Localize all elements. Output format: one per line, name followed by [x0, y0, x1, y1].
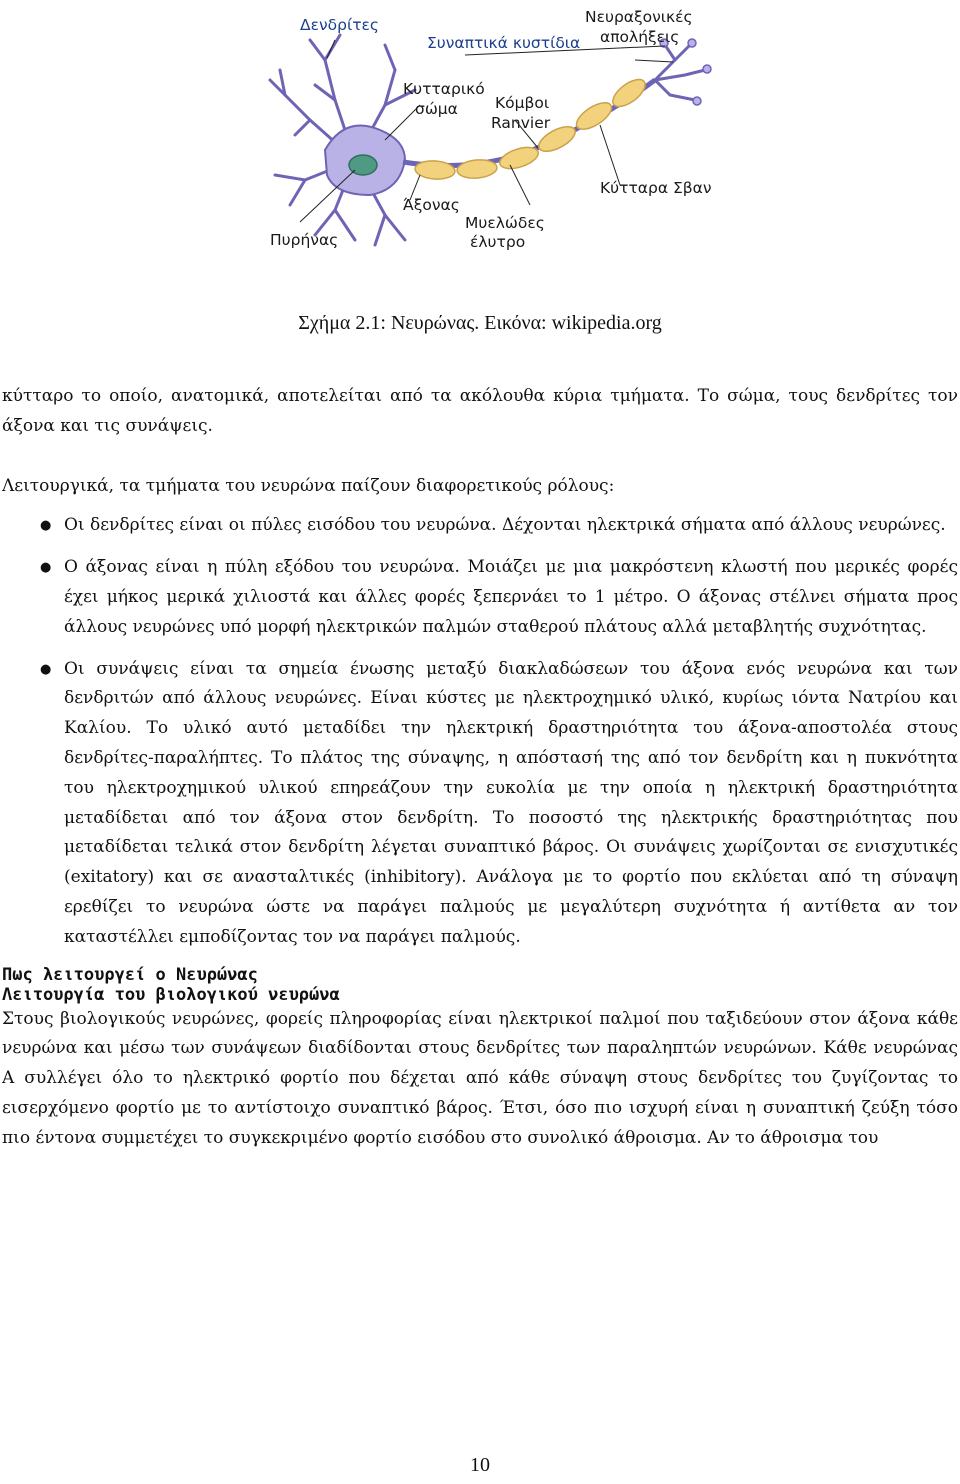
label-synaptic-vesicles: Συναπτικά κυστίδια — [427, 34, 581, 52]
bullet-icon: ● — [40, 560, 52, 576]
label-nucleus: Πυρήνας — [270, 231, 339, 249]
label-nodes-2: Ranvier — [491, 114, 551, 132]
section-heading: Πως λειτουργεί ο Νευρώνας — [2, 964, 258, 985]
page-number: 10 — [470, 1454, 490, 1476]
label-cell-body-2: σώμα — [415, 100, 458, 118]
list-item — [2, 511, 958, 541]
roles-paragraph: Λειτουργικά, τα τμήματα του νευρώνα παίζουν διαφορετικούς ρόλους: — [2, 475, 615, 496]
list-item-text: Οι συνάψεις είναι τα σημεία ένωσης μεταξύ διακλαδώσεων του άξονα ενός νευρώνα και των δενδριτών από άλλους νευρώνες. Είναι κύστες με ηλεκτροχημικό υλικό, κυρίως ιόντα Νατρίου και Καλίου. Το υλικό αυτό μεταδίδει την ηλεκτρική δραστηριότητα του άξονα-αποστολέα στους δενδρίτες-παραλήπτες. Το πλάτος της σύναψης, η απόστασή της από τον δενδρίτη και η πυκνότητα του ηλεκτροχημικού υλικού επηρεάζουν την ευκολία με την οποία η ηλεκτρική δραστηριότητα μεταδίδεται από τον άξονα στον δενδρίτη. Το ποσοστό της ηλεκτρικής δραστηριότητας που μεταδίδεται τελικά στον δενδρίτη λέγεται συναπτικό βάρος. Οι συνάψεις χωρίζονται σε ενισχυτικές (exitatory) και σε ανασταλτικές (inhibitory). Ανάλογα με το φορτίο που εκλύεται από τη σύναψη ερεθίζει το νευρώνα ώστε να παράγει παλμούς με μεγαλύτερη συχνότητα ή αντίθετα αν τον καταστέλλει εμποδίζοντας τον να παράγει παλμούς. — [64, 658, 958, 947]
label-axon: Άξονας — [403, 196, 460, 214]
label-axon-terminals-2: απολήξεις — [600, 28, 680, 46]
label-cell-body-1: Κυτταρικό — [403, 80, 485, 98]
subsection-heading: Λειτουργία του βιολογικού νευρώνα — [2, 984, 340, 1005]
body-paragraph: Στους βιολογικούς νευρώνες, φορείς πληροφορίας είναι ηλεκτρικοί παλμοί που ταξιδεύουν στον άξονα κάθε νευρώνα και μέσω των συνάψεων διαδίδονται στους δενδρίτες των παραληπτών νευρώνων. Κάθε νευρώνας Α συλλέγει όλο το ηλεκτρικό φορτίο που δέχεται από κάθε σύναψη στους δενδρίτες του ζυγίζοντας το εισερχόμενο φορτίο με το αντίστοιχο συναπτικό βάρος. Έτσι, όσο πιο ισχυρή είναι η συναπτική ζεύξη τόσο πιο έντονα συμμετέχει το συγκεκριμένο φορτίο εισόδου στο συνολικό άθροισμα. Αν το άθροισμα του — [2, 1008, 958, 1148]
figure-caption: Σχήμα 2.1: Νευρώνας. Εικόνα: wikipedia.org — [298, 312, 662, 334]
list-item-text: Ο άξονας είναι η πύλη εξόδου του νευρώνα. Μοιάζει με μια μακρόστενη κλωστή που μερικές φορές έχει μήκος μερικά χιλιοστά και άλλες φορές ξεπερνάει το 1 μέτρο. Ο άξονας στέλνει σήματα προς άλλους νευρώνες υπό μορφή ηλεκτρικών παλμών σταθερού πλάτους αλλά μεταβλητής συχνότητας. — [64, 557, 958, 637]
label-axon-terminals-1: Νευραξονικές — [585, 8, 693, 26]
neuron-figure — [255, 0, 725, 260]
bullet-icon: ● — [40, 518, 52, 534]
bullet-icon: ● — [40, 661, 52, 677]
intro-paragraph: κύτταρο το οποίο, ανατομικά, αποτελείται από τα ακόλουθα κύρια τμήματα. Το σώμα, τους δενδρίτες τον άξονα και τις συνάψεις. — [2, 386, 958, 436]
list-item — [2, 655, 958, 953]
neuron-diagram — [255, 0, 725, 260]
page-content — [2, 382, 958, 1154]
list-item-text: Οι δενδρίτες είναι οι πύλες εισόδου του νευρώνα. Δέχονται ηλεκτρικά σήματα από άλλους νευρώνες. — [64, 515, 946, 536]
label-schwann: Κύτταρα Σβαν — [600, 179, 712, 197]
label-myelin-1: Μυελώδες — [465, 214, 545, 232]
axon-terminals-drawing — [655, 45, 705, 100]
label-dendrites: Δενδρίτες — [300, 16, 380, 34]
label-nodes-1: Κόμβοι — [495, 94, 550, 112]
roles-list — [2, 511, 958, 952]
label-myelin-2: έλυτρο — [470, 233, 526, 251]
list-item — [2, 553, 958, 642]
